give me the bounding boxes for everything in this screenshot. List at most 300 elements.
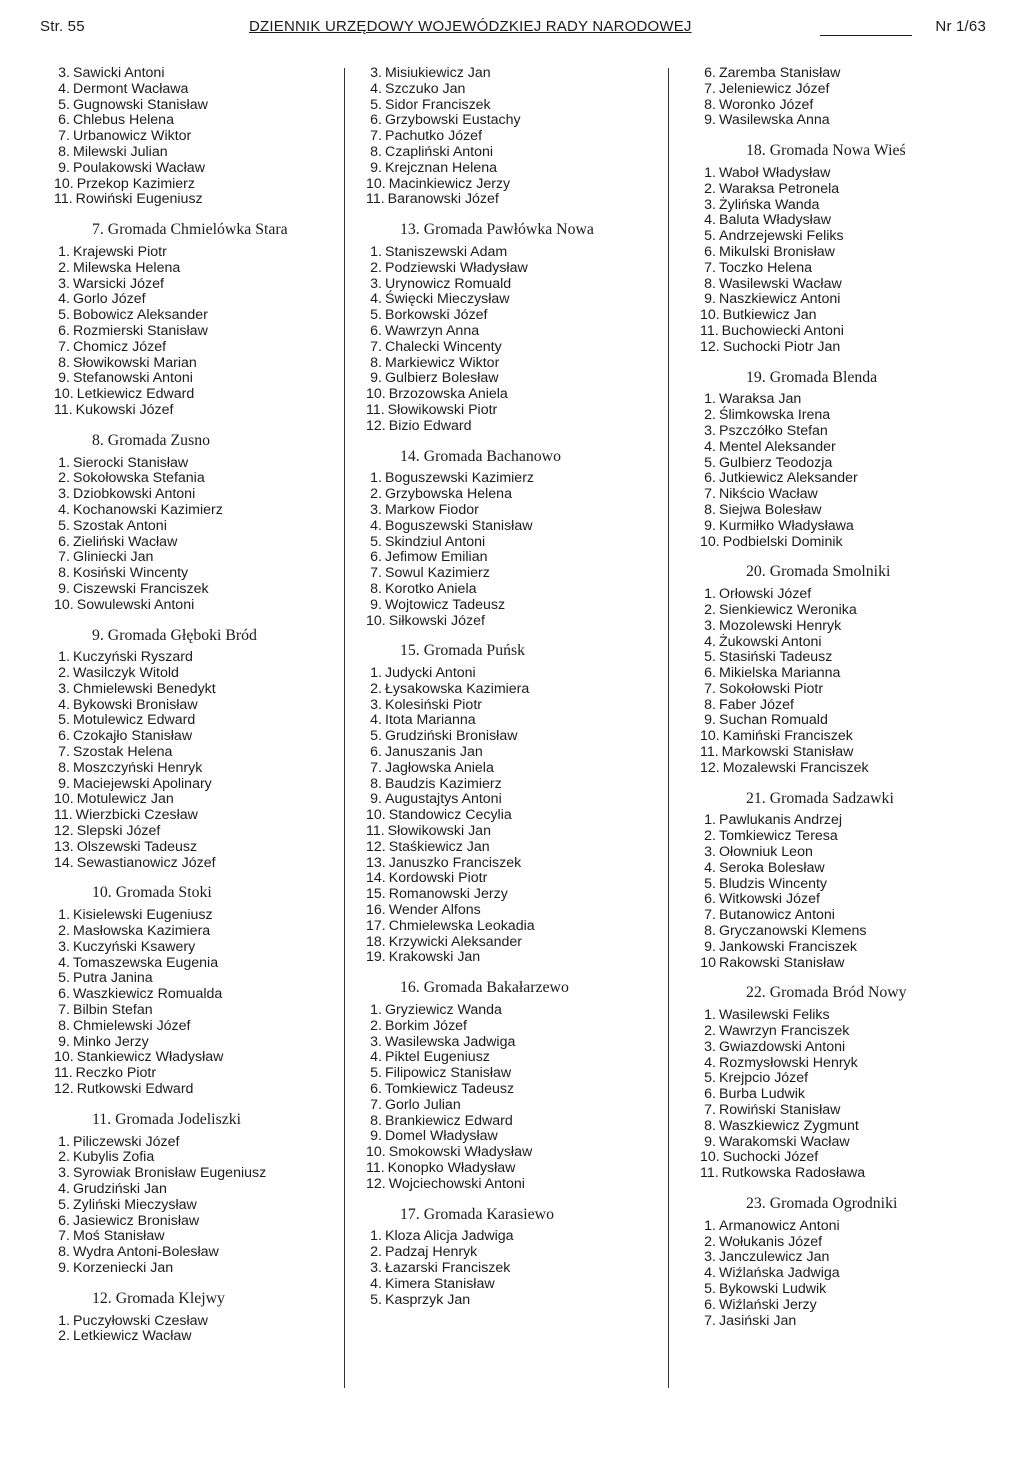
person-name: Moszczyński Henryk bbox=[73, 759, 203, 776]
list-item bbox=[360, 1277, 660, 1293]
person-name: Wołukanis Józef bbox=[719, 1233, 823, 1250]
list-item bbox=[48, 808, 338, 824]
person-name: Chlebus Helena bbox=[73, 112, 174, 129]
person-name: Grudziński Jan bbox=[73, 1181, 167, 1197]
list-item bbox=[360, 535, 660, 551]
item-number: 11. bbox=[700, 744, 719, 761]
item-number: 2. bbox=[58, 1149, 70, 1166]
gromada-heading: 8. Gromada Zusno bbox=[92, 431, 211, 449]
item-number: 13. bbox=[54, 838, 74, 855]
item-number: 3. bbox=[370, 1259, 382, 1276]
person-name: Jasiński Jan bbox=[719, 1312, 797, 1329]
list-item bbox=[48, 1245, 338, 1261]
person-name: Rakowski Stanisław bbox=[719, 954, 845, 971]
item-number: 9. bbox=[704, 112, 716, 129]
list-item bbox=[48, 650, 338, 666]
person-name: Seroka Bolesław bbox=[719, 859, 825, 876]
item-number: 7. bbox=[370, 1096, 382, 1113]
item-number: 12. bbox=[700, 759, 720, 776]
list-item bbox=[48, 1082, 338, 1098]
item-number: 7. bbox=[58, 549, 70, 566]
item-number: 1. bbox=[370, 1002, 382, 1019]
person-name: Mozolewski Henryk bbox=[719, 617, 842, 634]
item-number: 8. bbox=[704, 1117, 716, 1134]
list-item bbox=[360, 1082, 660, 1098]
person-name: Waszkiewicz Romualda bbox=[73, 986, 223, 1003]
person-name: Butanowicz Antoni bbox=[719, 907, 835, 924]
list-item bbox=[360, 777, 660, 793]
gromada-heading: 21. Gromada Sadzawki bbox=[746, 789, 894, 807]
item-number: 5. bbox=[58, 712, 70, 729]
gromada-heading: 20. Gromada Smolniki bbox=[746, 563, 891, 581]
list-item bbox=[48, 519, 338, 535]
person-name: Sowulewski Antoni bbox=[76, 596, 195, 613]
person-name: Zieliński Wacław bbox=[73, 533, 178, 550]
list-item bbox=[48, 582, 338, 598]
gromada-heading: 22. Gromada Bród Nowy bbox=[746, 984, 907, 1002]
item-number: 8. bbox=[370, 580, 382, 597]
list-item bbox=[48, 745, 338, 761]
item-number: 16. bbox=[366, 902, 386, 919]
person-name: Rowiński Stanisław bbox=[719, 1102, 841, 1119]
item-number: 6. bbox=[370, 112, 382, 129]
column-3 bbox=[694, 66, 994, 1329]
list-item bbox=[694, 1166, 994, 1182]
list-item bbox=[360, 1129, 660, 1145]
list-item bbox=[694, 650, 994, 666]
person-name: Stankiewicz Władysław bbox=[76, 1049, 224, 1066]
item-number: 3. bbox=[58, 1165, 70, 1182]
list-item bbox=[360, 598, 660, 614]
list-item bbox=[360, 824, 660, 840]
list-item bbox=[360, 277, 660, 293]
item-number: 6. bbox=[370, 549, 382, 566]
person-name: Staniszewski Adam bbox=[385, 243, 508, 260]
gromada-heading: 14. Gromada Bachanowo bbox=[400, 447, 561, 465]
person-name: Grzybowska Helena bbox=[385, 486, 512, 503]
list-item bbox=[48, 856, 338, 872]
item-number: 18. bbox=[366, 933, 386, 950]
list-item bbox=[48, 1050, 338, 1066]
list-item bbox=[48, 940, 338, 956]
list-item bbox=[694, 113, 994, 129]
column-divider bbox=[668, 68, 669, 1388]
item-number: 3. bbox=[370, 1033, 382, 1050]
list-item bbox=[694, 619, 994, 635]
list-item bbox=[360, 935, 660, 951]
list-item bbox=[694, 535, 994, 551]
person-name: Konopko Władysław bbox=[387, 1160, 516, 1176]
item-number: 17. bbox=[366, 917, 386, 934]
list-item bbox=[48, 777, 338, 793]
person-name: Brankiewicz Edward bbox=[385, 1112, 513, 1129]
list-item bbox=[694, 261, 994, 277]
person-name: Pawlukanis Andrzej bbox=[719, 812, 843, 829]
item-number: 5. bbox=[704, 1280, 716, 1297]
item-number: 12. bbox=[700, 338, 720, 355]
item-number: 11. bbox=[366, 1160, 385, 1176]
list-item bbox=[694, 424, 994, 440]
list-item bbox=[694, 487, 994, 503]
person-name: Kasprzyk Jan bbox=[385, 1291, 471, 1308]
person-name: Jasiewicz Bronisław bbox=[73, 1212, 200, 1229]
person-name: Kubylis Zofia bbox=[73, 1149, 155, 1166]
item-number: 11. bbox=[700, 1165, 719, 1182]
item-number: 9. bbox=[58, 580, 70, 597]
item-number: 4. bbox=[370, 712, 382, 729]
person-name: Rowiński Eugeniusz bbox=[75, 191, 203, 208]
person-name: Domel Władysław bbox=[385, 1128, 498, 1145]
person-name: Święcki Mieczysław bbox=[385, 291, 510, 308]
list-item bbox=[48, 713, 338, 729]
list-item bbox=[360, 403, 660, 419]
list-item bbox=[360, 919, 660, 935]
person-name: Słowikowski Marian bbox=[73, 354, 197, 371]
item-number: 12. bbox=[366, 417, 386, 434]
person-name: Orłowski Józef bbox=[719, 586, 812, 603]
person-name: Szostak Helena bbox=[73, 744, 173, 761]
page-number: Str. 55 bbox=[40, 18, 85, 35]
item-number: 7. bbox=[370, 759, 382, 776]
gromada-heading: 17. Gromada Karasiewo bbox=[400, 1205, 554, 1223]
item-number: 8. bbox=[370, 1112, 382, 1129]
item-number: 2. bbox=[370, 259, 382, 276]
list-item bbox=[694, 1219, 994, 1235]
item-number: 4. bbox=[704, 1265, 716, 1282]
person-name: Butkiewicz Jan bbox=[722, 307, 817, 324]
item-number: 8. bbox=[704, 696, 716, 713]
list-item bbox=[360, 1019, 660, 1035]
column-divider bbox=[344, 68, 345, 1388]
person-name: Macinkiewicz Jerzy bbox=[388, 175, 511, 192]
person-name: Jeleniewicz Józef bbox=[719, 80, 830, 97]
item-number: 5. bbox=[370, 1065, 382, 1082]
item-number: 15. bbox=[366, 886, 386, 903]
item-number: 5. bbox=[58, 307, 70, 324]
person-name: Rozmierski Stanisław bbox=[73, 322, 208, 339]
person-name: Markow Fiodor bbox=[385, 501, 479, 518]
person-name: Skindziul Antoni bbox=[385, 533, 486, 550]
person-name: Łazarski Franciszek bbox=[385, 1259, 511, 1276]
column-2 bbox=[360, 66, 660, 1308]
item-number: 8. bbox=[704, 275, 716, 292]
item-number: 3. bbox=[704, 422, 716, 439]
list-item bbox=[694, 698, 994, 714]
gromada-heading: 12. Gromada Klejwy bbox=[92, 1289, 225, 1307]
person-name: Baranowski Józef bbox=[387, 191, 499, 208]
list-item bbox=[48, 277, 338, 293]
list-item bbox=[360, 808, 660, 824]
list-item bbox=[694, 1024, 994, 1040]
item-number: 10. bbox=[366, 612, 386, 629]
person-name: Urbanowicz Wiktor bbox=[73, 128, 192, 145]
person-name: Sienkiewicz Weronika bbox=[719, 601, 857, 618]
person-name: Wasilewski Feliks bbox=[719, 1007, 830, 1024]
person-name: Piktel Eugeniusz bbox=[385, 1049, 490, 1066]
person-name: Przekop Kazimierz bbox=[76, 175, 196, 192]
person-name: Gorlo Julian bbox=[385, 1096, 461, 1113]
list-item bbox=[360, 550, 660, 566]
person-name: Ołowniuk Leon bbox=[719, 844, 813, 861]
item-number: 2. bbox=[704, 601, 716, 618]
list-item bbox=[48, 566, 338, 582]
list-item bbox=[48, 292, 338, 308]
list-item bbox=[360, 519, 660, 535]
person-name: Markowski Stanisław bbox=[721, 744, 854, 761]
list-item bbox=[48, 387, 338, 403]
item-number: 3. bbox=[370, 501, 382, 518]
list-item bbox=[694, 829, 994, 845]
person-name: Siejwa Bolesław bbox=[719, 501, 822, 518]
person-name: Gliniecki Jan bbox=[73, 549, 154, 566]
person-name: Waraksa Petronela bbox=[719, 180, 840, 197]
person-name: Dziobkowski Antoni bbox=[73, 486, 196, 503]
list-item bbox=[48, 503, 338, 519]
item-number: 7. bbox=[704, 680, 716, 697]
item-number: 2. bbox=[58, 470, 70, 487]
item-number: 3. bbox=[704, 617, 716, 634]
gromada-heading: 19. Gromada Blenda bbox=[746, 368, 878, 386]
list-item bbox=[360, 698, 660, 714]
item-number: 11. bbox=[54, 1065, 73, 1082]
list-item bbox=[360, 903, 660, 919]
item-number: 9. bbox=[370, 791, 382, 808]
person-name: Wydra Antoni-Bolesław bbox=[73, 1244, 219, 1261]
item-number: 9. bbox=[704, 938, 716, 955]
item-number: 3. bbox=[58, 680, 70, 697]
item-number: 7. bbox=[370, 128, 382, 145]
person-name: Gulbierz Teodozja bbox=[719, 454, 833, 471]
person-name: Sierocki Stanisław bbox=[73, 454, 189, 471]
item-number: 8. bbox=[58, 1244, 70, 1261]
list-item bbox=[694, 1071, 994, 1087]
item-number: 3. bbox=[58, 938, 70, 955]
item-number: 2. bbox=[58, 259, 70, 276]
person-name: Smokowski Władysław bbox=[388, 1144, 533, 1161]
list-item bbox=[694, 324, 994, 340]
list-item bbox=[48, 356, 338, 372]
person-name: Grudziński Bronisław bbox=[385, 728, 518, 745]
item-number: 4. bbox=[704, 859, 716, 876]
list-item bbox=[360, 356, 660, 372]
item-number: 4. bbox=[704, 633, 716, 650]
item-number: 8. bbox=[58, 354, 70, 371]
item-number: 6. bbox=[58, 728, 70, 745]
list-item bbox=[360, 666, 660, 682]
item-number: 2. bbox=[58, 665, 70, 682]
item-number: 7. bbox=[58, 744, 70, 761]
person-name: Ślimkowska Irena bbox=[719, 407, 831, 424]
item-number: 13. bbox=[366, 854, 386, 871]
list-item bbox=[360, 487, 660, 503]
list-item bbox=[694, 1282, 994, 1298]
item-number: 10. bbox=[54, 386, 74, 403]
item-number: 1. bbox=[704, 812, 716, 829]
person-name: Krakowski Jan bbox=[388, 949, 481, 966]
issue-number: Nr 1/63 bbox=[935, 18, 986, 35]
person-name: Gugnowski Stanisław bbox=[73, 96, 208, 113]
person-name: Nikścio Wacław bbox=[719, 486, 818, 503]
person-name: Kisielewski Eugeniusz bbox=[73, 907, 213, 924]
person-name: Sewastianowicz Józef bbox=[76, 854, 216, 871]
person-name: Sidor Franciszek bbox=[385, 96, 491, 113]
list-item bbox=[694, 66, 994, 82]
item-number: 4. bbox=[58, 1181, 70, 1197]
list-item bbox=[694, 392, 994, 408]
person-name: Misiukiewicz Jan bbox=[385, 65, 491, 81]
list-item bbox=[694, 1103, 994, 1119]
list-item bbox=[694, 877, 994, 893]
person-name: Kloza Alicja Jadwiga bbox=[385, 1228, 514, 1245]
item-number: 3. bbox=[58, 486, 70, 503]
person-name: Toczko Helena bbox=[719, 259, 813, 276]
person-name: Slepski Józef bbox=[76, 823, 161, 840]
list-item bbox=[48, 908, 338, 924]
person-name: Zyliński Mieczysław bbox=[73, 1196, 197, 1213]
person-name: Bizio Edward bbox=[388, 417, 472, 434]
person-name: Kuczyński Ryszard bbox=[73, 649, 193, 666]
person-name: Motulewicz Jan bbox=[76, 791, 174, 808]
list-item bbox=[694, 956, 994, 972]
list-item bbox=[694, 471, 994, 487]
person-name: Wojtowicz Tadeusz bbox=[385, 596, 506, 613]
item-number: 4. bbox=[704, 1054, 716, 1071]
person-name: Gryziewicz Wanda bbox=[385, 1002, 502, 1019]
person-name: Judycki Antoni bbox=[385, 665, 476, 682]
person-name: Letkiewicz Wacław bbox=[73, 1328, 192, 1345]
list-item bbox=[694, 603, 994, 619]
item-number: 4. bbox=[58, 291, 70, 308]
list-item bbox=[360, 1161, 660, 1177]
gromada-heading: 7. Gromada Chmielówka Stara bbox=[92, 221, 288, 239]
person-name: Kimera Stanisław bbox=[385, 1275, 495, 1292]
item-number: 5. bbox=[370, 96, 382, 113]
person-name: Krejpcio Józef bbox=[719, 1070, 809, 1087]
person-name: Markiewicz Wiktor bbox=[385, 354, 500, 371]
person-name: Rutkowski Edward bbox=[76, 1081, 194, 1098]
person-name: Olszewski Tadeusz bbox=[76, 838, 198, 855]
item-number: 2. bbox=[370, 486, 382, 503]
item-number: 3. bbox=[58, 65, 70, 81]
person-name: Wawrzyn Franciszek bbox=[719, 1023, 850, 1040]
person-name: Maciejewski Apolinary bbox=[73, 775, 212, 792]
person-name: Chomicz Józef bbox=[73, 338, 167, 355]
gromada-heading: 10. Gromada Stoki bbox=[92, 884, 212, 902]
person-name: Mikielska Marianna bbox=[719, 665, 841, 682]
item-number: 8. bbox=[370, 143, 382, 160]
person-name: Padzaj Henryk bbox=[385, 1244, 478, 1261]
list-item bbox=[360, 856, 660, 872]
item-number: 9. bbox=[370, 370, 382, 387]
person-name: Putra Janina bbox=[73, 970, 153, 987]
list-item bbox=[48, 1150, 338, 1166]
person-name: Januszko Franciszek bbox=[388, 854, 522, 871]
person-name: Burba Ludwik bbox=[719, 1086, 805, 1103]
item-number: 11. bbox=[54, 807, 73, 824]
item-number: 6. bbox=[704, 65, 716, 81]
person-name: Pachutko Józef bbox=[385, 128, 483, 145]
item-number: 2. bbox=[58, 1328, 70, 1345]
person-name: Gwiazdowski Antoni bbox=[719, 1038, 846, 1055]
list-item bbox=[694, 292, 994, 308]
item-number: 8. bbox=[58, 759, 70, 776]
list-item bbox=[48, 456, 338, 472]
person-name: Tomkiewicz Tadeusz bbox=[385, 1081, 515, 1098]
item-number: 2. bbox=[370, 1244, 382, 1261]
person-name: Gorlo Józef bbox=[73, 291, 146, 308]
item-number: 7. bbox=[704, 907, 716, 924]
item-number: 6. bbox=[58, 986, 70, 1003]
list-item bbox=[360, 324, 660, 340]
person-name: Podbielski Dominik bbox=[722, 533, 843, 550]
list-item bbox=[694, 213, 994, 229]
list-item bbox=[360, 682, 660, 698]
item-number: 7. bbox=[58, 338, 70, 355]
list-item bbox=[694, 519, 994, 535]
person-name: Bilbin Stefan bbox=[73, 1002, 153, 1019]
person-name: Zaremba Stanisław bbox=[719, 65, 841, 81]
item-number: 6. bbox=[370, 322, 382, 339]
item-number: 5. bbox=[704, 1070, 716, 1087]
item-number: 7. bbox=[704, 1102, 716, 1119]
item-number: 1. bbox=[58, 243, 70, 260]
list-item bbox=[48, 113, 338, 129]
person-name: Gryczanowski Klemens bbox=[719, 923, 867, 940]
item-number: 6. bbox=[704, 243, 716, 260]
person-name: Brzozowska Aniela bbox=[388, 386, 508, 403]
list-item bbox=[360, 371, 660, 387]
item-number: 11. bbox=[700, 322, 719, 339]
list-item bbox=[48, 682, 338, 698]
person-name: Sowul Kazimierz bbox=[385, 565, 490, 582]
list-item bbox=[48, 308, 338, 324]
person-name: Baudzis Kazimierz bbox=[385, 775, 502, 792]
item-number: 9. bbox=[58, 370, 70, 387]
person-name: Kukowski Józef bbox=[75, 401, 174, 418]
list-item bbox=[694, 666, 994, 682]
item-number: 9. bbox=[704, 1133, 716, 1150]
person-name: Waszkiewicz Zygmunt bbox=[719, 1117, 859, 1134]
list-item bbox=[694, 861, 994, 877]
list-item bbox=[694, 892, 994, 908]
item-number: 11. bbox=[366, 823, 385, 840]
person-name: Wierzbicki Czesław bbox=[75, 807, 198, 824]
item-number: 1. bbox=[58, 1133, 70, 1150]
person-name: Moś Stanisław bbox=[73, 1228, 165, 1245]
list-item bbox=[48, 1035, 338, 1051]
list-item bbox=[360, 1145, 660, 1161]
person-name: Czapliński Antoni bbox=[385, 143, 494, 160]
person-name: Stasiński Tadeusz bbox=[719, 649, 833, 666]
item-number: 7. bbox=[58, 1228, 70, 1245]
person-name: Słowikowski Piotr bbox=[387, 401, 498, 418]
person-name: Buchowiecki Antoni bbox=[721, 322, 844, 339]
list-item bbox=[360, 887, 660, 903]
person-name: Witkowski Józef bbox=[719, 891, 820, 908]
person-name: Siłkowski Józef bbox=[388, 612, 485, 629]
list-item bbox=[48, 1214, 338, 1230]
person-name: Korotko Aniela bbox=[385, 580, 477, 597]
list-item bbox=[360, 1035, 660, 1051]
list-item bbox=[694, 1250, 994, 1266]
person-name: Żukowski Antoni bbox=[719, 633, 822, 650]
person-name: Jankowski Franciszek bbox=[719, 938, 857, 955]
person-name: Augustajtys Antoni bbox=[385, 791, 502, 808]
person-name: Baluta Władysław bbox=[719, 212, 831, 229]
person-name: Bludzis Wincenty bbox=[719, 875, 828, 892]
list-item bbox=[360, 792, 660, 808]
list-item bbox=[360, 471, 660, 487]
